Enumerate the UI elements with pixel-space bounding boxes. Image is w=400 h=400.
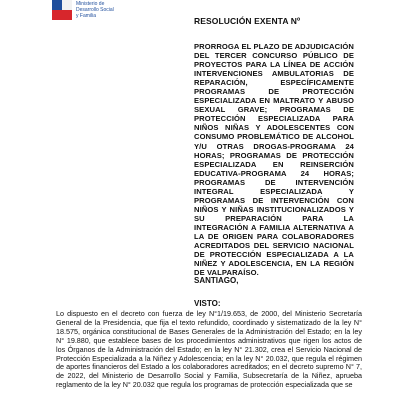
ministry-name-line-3: y Familia bbox=[76, 13, 97, 19]
visto-heading: VISTO: bbox=[194, 299, 221, 308]
resolution-subject: PRORROGA EL PLAZO DE ADJUDICACIÓN DEL TERCER CONCURSO PÚBLICO DE PROYECTOS PARA LA LÍNEA DE ACCIÓN INTERVENCIONES AMBULATORIAS DE REPARACIÓN, ESPECÍFICAMENTE PROGRAMAS DE PROTECCIÓN ESPECIALIZADA EN MALTRATO Y ABUSO SEXUAL GRAVE; PROGRAMAS DE PROTECCIÓN ESPECIALIZADA PARA NIÑOS NIÑAS Y ADOLESCENTES CON CONSUMO PROBLEMÁTICO DE ALCOHOL Y/U OTRAS DROGAS-PROGRAMA 24 HORAS; PROGRAMAS DE PROTECCIÓN ESPECIALIZADA EN REINSERCIÓN EDUCATIVA-PROGRAMA 24 HORAS; PROGRAMAS DE INTERVENCIÓN INTEGRAL ESPECIALIZADA Y PROGRAMAS DE INTERVENCIÓN CON NIÑOS Y NIÑAS INSTITUCIONALIZADOS Y SU PREPARACIÓN PARA LA INTEGRACIÓN A FAMILIA ALTERNATIVA A LA DE ORIGEN PARA COLABORADORES ACREDITADOS DEL SERVICIO NACIONAL DE PROTECCIÓN ESPECIALIZADA A LA NIÑEZ Y ADOLESCENCIA, EN LA REGIÓN DE VALPARAÍSO. bbox=[194, 42, 354, 278]
ministry-name-line-1: Ministerio de bbox=[76, 1, 105, 7]
visto-body: Lo dispuesto en el decreto con fuerza de ley N°1/19.653, de 2000, del Ministerio Secretaría General de la Presidencia, que fija el texto refundido, coordinado y sistematizado de la ley N° 18.575, orgánica constitucional de Bases Generales de la Administración del Estado; en la ley N° 19.880, que establece bases de los procedimientos administrativos que rigen los actos de los Órganos de la Administración del Estado; en la ley N° 21.302, crea el Servicio Nacional de Protección Especializada a la Niñez y Adolescencia; en la ley N° 20.032, que regula el régimen de aportes financieros del Estado a los colaboradores acreditados; en el decreto supremo N° 7, de 2022, del Ministerio de Desarrollo Social y Familia, Subsecretaría de la Niñez, aprueba reglamento de la ley N° 20.032 que regula los programas de protección especializada que se bbox=[56, 309, 362, 390]
chile-flag-icon bbox=[52, 0, 72, 20]
ministry-name bbox=[76, 1, 114, 19]
ministry-logo bbox=[52, 0, 152, 22]
city-date-line: SANTIAGO, bbox=[194, 276, 239, 285]
ministry-name-line-2: Desarrollo Social bbox=[76, 7, 114, 13]
resolution-title: RESOLUCIÓN EXENTA Nº bbox=[194, 16, 301, 26]
